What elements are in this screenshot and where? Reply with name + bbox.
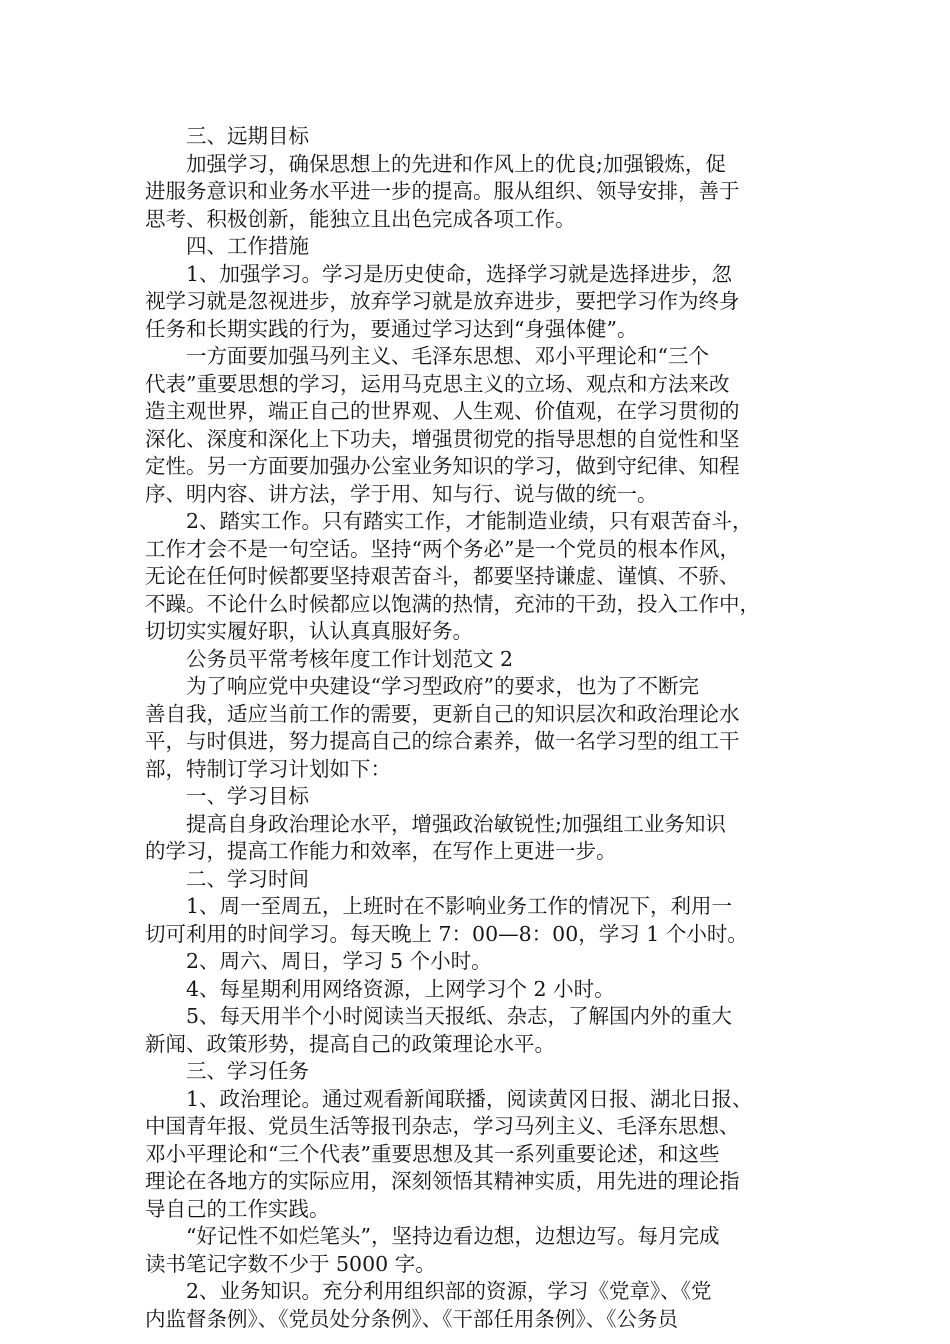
text-line: 工作才会不是一句空话。坚持“两个务必”是一个党员的根本作风，	[145, 536, 740, 561]
text-line: 视学习就是忽视进步，放弃学习就是放弃进步，要把学习作为终身	[145, 289, 740, 313]
text-line: 部，特制订学习计划如下：	[145, 756, 391, 781]
text-line: 5、每天用半个小时阅读当天报纸、杂志，了解国内外的重大	[186, 1004, 733, 1028]
text-line: 任务和长期实践的行为，要通过学习达到“身强体健”。	[145, 316, 638, 341]
text-line: 切可利用的时间学习。每天晚上 7：00—8：00，学习 1 个小时。	[145, 921, 748, 946]
text-line: 定性。另一方面要加强办公室业务知识的学习，做到守纪律、知程	[145, 454, 740, 478]
text-line: 平，与时俱进，努力提高自己的综合素养，做一名学习型的组工干	[145, 729, 740, 753]
text-line: 四、工作措施	[186, 234, 309, 258]
text-line: 二、学习时间	[186, 866, 309, 891]
text-line: 1、周一至周五，上班时在不影响业务工作的情况下，利用一	[186, 894, 733, 918]
text-line: 三、学习任务	[186, 1059, 309, 1083]
text-line: 进服务意识和业务水平进一步的提高。服从组织、领导安排，善于	[145, 179, 740, 203]
text-line: 4、每星期利用网络资源，上网学习个 2 小时。	[186, 976, 615, 1001]
text-line: “好记性不如烂笔头”，坚持边看边想，边想边写。每月完成	[186, 1224, 720, 1248]
text-line: 的学习，提高工作能力和效率，在写作上更进一步。	[145, 839, 617, 863]
text-line: 中国青年报、党员生活等报刊杂志，学习马列主义、毛泽东思想、	[145, 1114, 740, 1138]
text-line: 提高自身政治理论水平，增强政治敏锐性;加强组工业务知识	[186, 811, 726, 836]
text-line: 不躁。不论什么时候都应以饱满的热情，充沛的干劲，投入工作中，	[145, 591, 760, 616]
text-line: 1、加强学习。学习是历史使命，选择学习就是选择进步，忽	[186, 261, 733, 286]
text-line: 2、踏实工作。只有踏实工作，才能制造业绩，只有艰苦奋斗，	[186, 509, 753, 533]
text-line: 三、远期目标	[186, 124, 309, 148]
text-line: 代表”重要思想的学习，运用马克思主义的立场、观点和方法来改	[145, 371, 730, 396]
text-line: 新闻、政策形势，提高自己的政策理论水平。	[145, 1031, 555, 1056]
text-line: 1、政治理论。通过观看新闻联播，阅读黄冈日报、湖北日报、	[186, 1086, 753, 1111]
text-line: 切切实实履好职，认认真真服好务。	[145, 619, 473, 643]
text-line: 理论在各地方的实际应用，深刻领悟其精神实质，用先进的理论指	[145, 1169, 740, 1193]
text-line: 善自我，适应当前工作的需要，更新自己的知识层次和政治理论水	[145, 701, 740, 726]
text-line: 无论在任何时候都要坚持艰苦奋斗，都要坚持谦虚、谨慎、不骄、	[145, 564, 740, 588]
text-line: 造主观世界，端正自己的世界观、人生观、价值观，在学习贯彻的	[145, 399, 740, 423]
text-line: 加强学习，确保思想上的先进和作风上的优良;加强锻炼，促	[186, 151, 726, 176]
text-line: 2、周六、周日，学习 5 个小时。	[186, 949, 492, 973]
text-line: 内监督条例》、《党员处分条例》、《干部任用条例》、《公务员	[145, 1306, 678, 1331]
text-line: 导自己的工作实践。	[145, 1196, 330, 1221]
text-line: 公务员平常考核年度工作计划范文 2	[186, 646, 514, 671]
text-line: 为了响应党中央建设“学习型政府”的要求，也为了不断完	[186, 674, 699, 698]
text-line: 一、学习目标	[186, 784, 309, 808]
text-line: 2、业务知识。充分利用组织部的资源，学习《党章》、《党	[186, 1279, 712, 1303]
text-line: 思考、积极创新，能独立且出色完成各项工作。	[145, 206, 576, 231]
text-line: 邓小平理论和“三个代表”重要思想及其一系列重要论述，和这些	[145, 1141, 720, 1166]
text-line: 一方面要加强马列主义、毛泽东思想、邓小平理论和“三个	[186, 344, 709, 368]
document-body	[145, 123, 805, 1333]
text-line: 序、明内容、讲方法，学于用、知与行、说与做的统一。	[145, 481, 658, 506]
text-line: 深化、深度和深化上下功夫，增强贯彻党的指导思想的自觉性和坚	[145, 426, 740, 451]
text-line: 读书笔记字数不少于 5000 字。	[145, 1251, 436, 1276]
